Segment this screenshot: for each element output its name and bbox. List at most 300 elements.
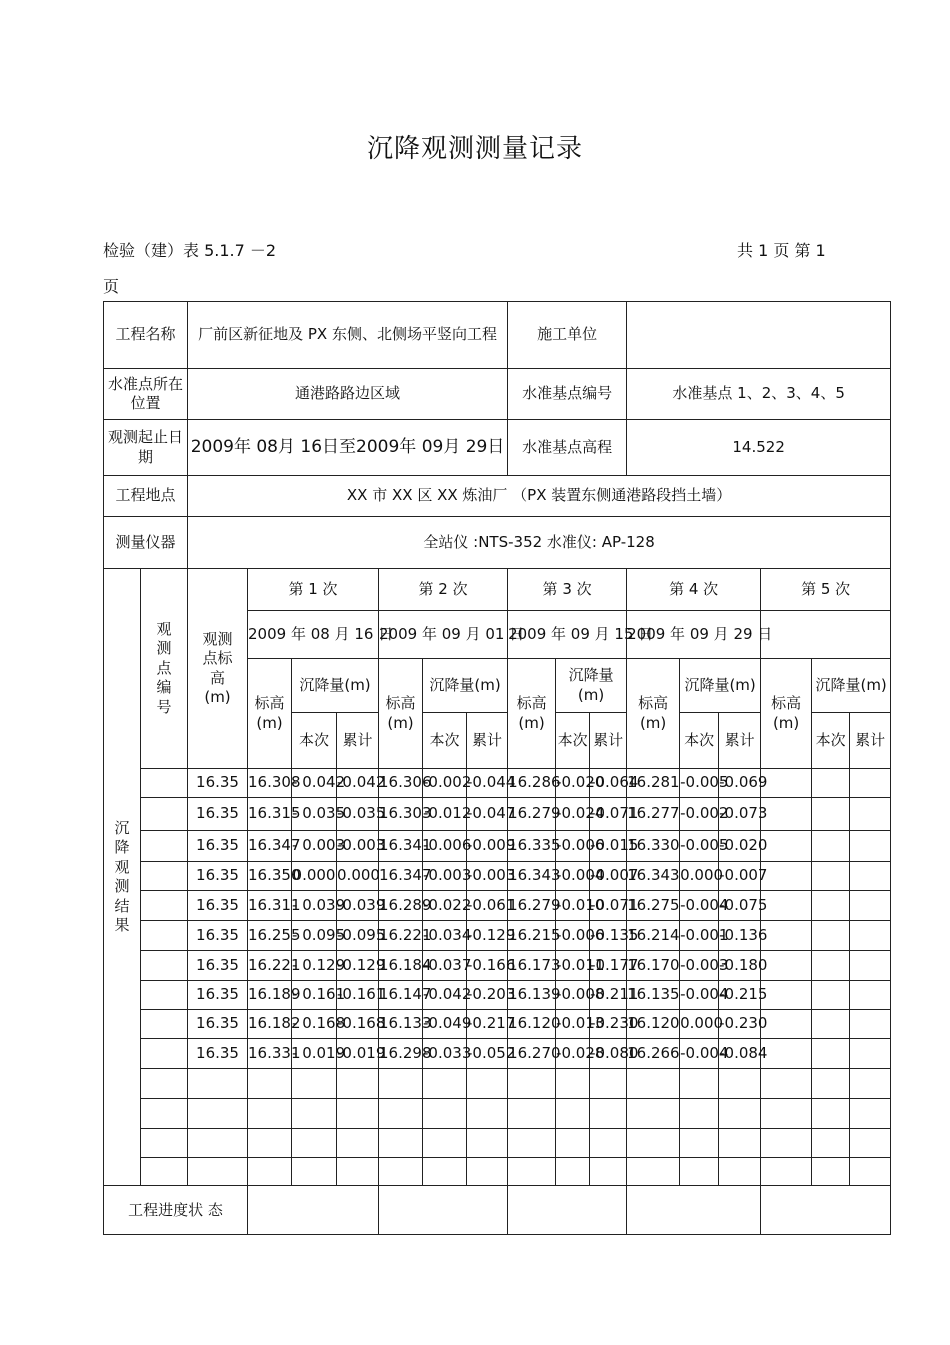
data-cell [850, 1039, 891, 1069]
data-cell [141, 1158, 188, 1186]
data-cell [379, 1158, 423, 1186]
data-cell: 16.266 [627, 1039, 680, 1069]
table-row [104, 1099, 891, 1129]
data-cell: 16.270 [508, 1039, 556, 1069]
data-cell: 16.286 [508, 769, 556, 798]
data-cell: 16.35 [188, 831, 248, 862]
data-cell [680, 1099, 719, 1129]
project-name-label: 工程名称 [104, 302, 188, 369]
data-cell: 16.279 [508, 891, 556, 921]
data-cell: 16.279 [508, 798, 556, 831]
data-cell: 16.330 [627, 831, 680, 862]
elev-label: 标高(m) [508, 659, 556, 769]
bm-no-label: 水准基点编号 [508, 369, 627, 420]
data-cell: -0.180 [719, 951, 761, 981]
data-cell: 16.350 [248, 862, 292, 891]
data-cell: -0.084 [719, 1039, 761, 1069]
data-cell [292, 1158, 337, 1186]
data-cell: -0.004 [680, 891, 719, 921]
data-cell: -0.008 [556, 981, 590, 1010]
data-cell [850, 1010, 891, 1039]
this-label: 本次 [680, 713, 719, 769]
data-cell: -0.049 [423, 1010, 467, 1039]
data-cell: 16.189 [248, 981, 292, 1010]
data-cell [761, 831, 812, 862]
data-cell: 16.182 [248, 1010, 292, 1039]
page-title: 沉降观测测量记录 [366, 134, 583, 164]
data-cell [680, 1069, 719, 1099]
data-cell [141, 891, 188, 921]
data-cell: 16.147 [379, 981, 423, 1010]
data-cell [719, 1099, 761, 1129]
data-cell [379, 1069, 423, 1099]
info-section [104, 302, 891, 569]
data-cell [812, 1039, 850, 1069]
data-cell: 16.35 [188, 769, 248, 798]
builder-value [627, 302, 891, 369]
data-cell: -0.064 [590, 769, 627, 798]
data-cell [761, 862, 812, 891]
data-cell: 16.120 [508, 1010, 556, 1039]
data-cell [761, 1099, 812, 1129]
data-cell: 16.303 [379, 798, 423, 831]
data-cell: 16.277 [627, 798, 680, 831]
data-cell [292, 1129, 337, 1158]
data-cell: -0.177 [590, 951, 627, 981]
progress-label: 工程进度状 态 [104, 1186, 248, 1235]
data-cell: 16.139 [508, 981, 556, 1010]
cum-label: 累计 [467, 713, 508, 769]
data-cell: -0.005 [680, 831, 719, 862]
data-cell: -0.007 [719, 862, 761, 891]
data-cell [141, 1129, 188, 1158]
data-cell [850, 1129, 891, 1158]
data-cell [812, 891, 850, 921]
data-cell: -0.004 [680, 981, 719, 1010]
data-cell: -0.020 [719, 831, 761, 862]
round-date: 2009 年 09 月 15 日 [508, 611, 627, 659]
data-cell: -0.015 [590, 831, 627, 862]
data-cell [248, 1099, 292, 1129]
data-cell: 16.343 [508, 862, 556, 891]
instrument-label: 测量仪器 [104, 517, 188, 569]
data-cell [141, 1099, 188, 1129]
elev-label: 标高(m) [379, 659, 423, 769]
data-cell: -0.024 [556, 798, 590, 831]
data-cell: 16.170 [627, 951, 680, 981]
cum-label: 累计 [850, 713, 891, 769]
data-cell: 0.000 [680, 1010, 719, 1039]
this-label: 本次 [812, 713, 850, 769]
data-cell: 16.289 [379, 891, 423, 921]
data-cell [761, 951, 812, 981]
settle-label: 沉降量(m) [680, 659, 761, 713]
data-cell [141, 769, 188, 798]
data-cell [556, 1099, 590, 1129]
this-label: 本次 [423, 713, 467, 769]
data-cell: 16.335 [508, 831, 556, 862]
data-cell: 16.120 [627, 1010, 680, 1039]
data-cell [141, 831, 188, 862]
data-cell [248, 1069, 292, 1099]
data-cell: 16.35 [188, 862, 248, 891]
data-cell: -0.136 [719, 921, 761, 951]
data-cell: 16.311 [248, 891, 292, 921]
data-cell [141, 921, 188, 951]
data-cell [337, 1158, 379, 1186]
data-cell [627, 1099, 680, 1129]
data-cell: -0.003 [680, 951, 719, 981]
data-cell: - 0.039 [292, 891, 337, 921]
data-cell: -0.095 [337, 921, 379, 951]
data-cell: -0.080 [590, 1039, 627, 1069]
progress-value [379, 1186, 508, 1235]
site-label: 工程地点 [104, 476, 188, 517]
data-cell [188, 1158, 248, 1186]
data-cell: 16.35 [188, 1039, 248, 1069]
data-cell: 16.343 [627, 862, 680, 891]
data-cell [761, 1039, 812, 1069]
data-cell: -0.203 [467, 981, 508, 1010]
data-cell [761, 1158, 812, 1186]
settle-label: 沉降量(m) [812, 659, 891, 713]
round-label: 第 3 次 [508, 569, 627, 611]
data-cell [812, 951, 850, 981]
data-cell: - 0.161 [292, 981, 337, 1010]
data-cell [812, 921, 850, 951]
data-cell: -0.028 [556, 1039, 590, 1069]
data-cell [850, 1158, 891, 1186]
mark-elev-label: 观测点标高(m) [188, 569, 248, 769]
point-no-label: 观测点编号 [141, 569, 188, 769]
table-row [104, 981, 891, 1010]
data-cell [508, 1129, 556, 1158]
cum-label: 累计 [719, 713, 761, 769]
data-cell [379, 1099, 423, 1129]
table-row [104, 1069, 891, 1099]
data-cell [812, 1069, 850, 1099]
data-cell [850, 921, 891, 951]
data-cell [423, 1129, 467, 1158]
data-cell [141, 1069, 188, 1099]
data-cell: -0.217 [467, 1010, 508, 1039]
bm-no-value: 水准基点 1、2、3、4、5 [627, 369, 891, 420]
cum-label: 累计 [337, 713, 379, 769]
data-cell: 16.308 [248, 769, 292, 798]
this-label: 本次 [292, 713, 337, 769]
data-cell: - 0.042 [292, 769, 337, 798]
data-cell [680, 1129, 719, 1158]
data-cell [812, 1158, 850, 1186]
round-label: 第 2 次 [379, 569, 508, 611]
table-row [104, 1039, 891, 1069]
page-count-tail: 页 [103, 277, 120, 296]
data-cell: 16.347 [248, 831, 292, 862]
data-cell: -0.003 [423, 862, 467, 891]
data-cell: -0.037 [423, 951, 467, 981]
data-cell [590, 1099, 627, 1129]
elev-label: 标高(m) [627, 659, 680, 769]
data-cell [508, 1099, 556, 1129]
round-header-row [104, 569, 891, 611]
progress-section [104, 1186, 891, 1235]
progress-value [248, 1186, 379, 1235]
round-label: 第 4 次 [627, 569, 761, 611]
data-cell [292, 1069, 337, 1099]
data-cell: - 0.095 [292, 921, 337, 951]
data-cell [141, 1039, 188, 1069]
data-cell [680, 1158, 719, 1186]
data-cell: - 0.168 [292, 1010, 337, 1039]
data-cell: 16.35 [188, 798, 248, 831]
data-cell [627, 1158, 680, 1186]
progress-value [508, 1186, 627, 1235]
round-date: 2009 年 09 月 01 日 [379, 611, 508, 659]
data-cell [141, 798, 188, 831]
settle-label: 沉降量(m) [423, 659, 508, 713]
round-date [761, 611, 891, 659]
data-cell [590, 1069, 627, 1099]
data-cell: -0.211 [590, 981, 627, 1010]
data-cell [141, 1010, 188, 1039]
data-cell: 16.35 [188, 921, 248, 951]
data-cell: 16.281 [627, 769, 680, 798]
data-cell: 16.133 [379, 1010, 423, 1039]
data-cell: -0.013 [556, 1010, 590, 1039]
this-label: 本次 [556, 713, 590, 769]
data-cell: -0.161 [337, 981, 379, 1010]
data-cell [556, 1129, 590, 1158]
data-cell: -0.230 [719, 1010, 761, 1039]
data-cell: 16.298 [379, 1039, 423, 1069]
data-cell [423, 1099, 467, 1129]
data-cell [812, 769, 850, 798]
cum-label: 累计 [590, 713, 627, 769]
data-cell: -0.004 [556, 862, 590, 891]
data-cell [508, 1069, 556, 1099]
data-cell: -0.005 [680, 769, 719, 798]
settlement-grid [104, 569, 891, 1186]
data-cell: -0.168 [337, 1010, 379, 1039]
bm-elev-value: 14.522 [627, 420, 891, 476]
data-cell: -0.003 [337, 831, 379, 862]
data-cell: -0.129 [467, 921, 508, 951]
data-cell [719, 1158, 761, 1186]
data-cell [292, 1099, 337, 1129]
data-cell: -0.033 [423, 1039, 467, 1069]
data-cell [188, 1129, 248, 1158]
project-name-value: 厂前区新征地及 PX 东侧、北侧场平竖向工程 [188, 302, 508, 369]
data-cell [850, 1099, 891, 1129]
data-cell: - 0.019 [292, 1039, 337, 1069]
data-cell: 16.35 [188, 1010, 248, 1039]
round-date: 2009 年 08 月 16 日 [248, 611, 379, 659]
data-cell: -0.006 [556, 921, 590, 951]
data-cell: 16.215 [508, 921, 556, 951]
settle-label: 沉降量(m) [292, 659, 379, 713]
table-row [104, 798, 891, 831]
data-cell [761, 891, 812, 921]
bm-location-value: 通港路路边区域 [188, 369, 508, 420]
data-cell: 0.000 [292, 862, 337, 891]
data-cell [141, 981, 188, 1010]
progress-row [104, 1186, 891, 1235]
data-cell [812, 798, 850, 831]
data-cell: 16.135 [627, 981, 680, 1010]
data-cell [812, 831, 850, 862]
data-cell [850, 981, 891, 1010]
data-cell: 16.184 [379, 951, 423, 981]
elev-label: 标高(m) [248, 659, 292, 769]
data-cell: 16.214 [627, 921, 680, 951]
data-cell: -0.215 [719, 981, 761, 1010]
data-cell [141, 951, 188, 981]
data-cell [248, 1158, 292, 1186]
progress-value [627, 1186, 761, 1235]
data-cell [850, 951, 891, 981]
period-value: 2009年 08月 16日至2009年 09月 29日 [188, 420, 508, 476]
data-cell [719, 1129, 761, 1158]
data-cell: -0.007 [590, 862, 627, 891]
data-cell: -0.019 [337, 1039, 379, 1069]
data-cell: -0.135 [590, 921, 627, 951]
data-cell [761, 1129, 812, 1158]
round-date: 2009 年 09 月 29 日 [627, 611, 761, 659]
data-cell [627, 1129, 680, 1158]
data-cell: -0.042 [337, 769, 379, 798]
data-cell: 16.275 [627, 891, 680, 921]
table-row [104, 891, 891, 921]
data-cell [761, 981, 812, 1010]
data-cell: 16.221 [248, 951, 292, 981]
data-cell: -0.003 [467, 862, 508, 891]
table-row [104, 831, 891, 862]
record-table [103, 301, 891, 1235]
data-cell: -0.230 [590, 1010, 627, 1039]
data-cell: -0.039 [337, 891, 379, 921]
page-count: 共 1 页 第 1 [737, 241, 826, 260]
data-cell: -0.042 [423, 981, 467, 1010]
data-cell: 16.35 [188, 891, 248, 921]
data-cell: -0.004 [680, 1039, 719, 1069]
data-cell [812, 1099, 850, 1129]
data-cell: -0.011 [556, 951, 590, 981]
data-cell [850, 1069, 891, 1099]
data-cell [850, 798, 891, 831]
data-cell [761, 769, 812, 798]
data-cell [337, 1069, 379, 1099]
data-cell: -0.035 [337, 798, 379, 831]
table-row [104, 921, 891, 951]
data-cell [812, 862, 850, 891]
table-row [104, 862, 891, 891]
builder-label: 施工单位 [508, 302, 627, 369]
data-cell [467, 1129, 508, 1158]
data-cell: -0.069 [719, 769, 761, 798]
data-cell [812, 1129, 850, 1158]
data-cell [337, 1129, 379, 1158]
period-label: 观测起止日 期 [104, 420, 188, 476]
site-value: XX 市 XX 区 XX 炼油厂 （PX 装置东侧通港路段挡土墙） [188, 476, 891, 517]
data-cell: -0.073 [719, 798, 761, 831]
data-cell: -0.020 [556, 769, 590, 798]
data-cell [467, 1158, 508, 1186]
data-cell: -0.006 [423, 831, 467, 862]
data-cell: -0.006 [556, 831, 590, 862]
progress-value [761, 1186, 891, 1235]
data-cell: -0.034 [423, 921, 467, 951]
data-cell: -0.009 [467, 831, 508, 862]
bm-elev-label: 水准基点高程 [508, 420, 627, 476]
round-label: 第 1 次 [248, 569, 379, 611]
data-cell [141, 862, 188, 891]
data-cell [423, 1158, 467, 1186]
data-cell: 16.173 [508, 951, 556, 981]
data-cell [761, 1010, 812, 1039]
data-cell: -0.001 [680, 921, 719, 951]
data-cell: 16.347 [379, 862, 423, 891]
data-cell [467, 1069, 508, 1099]
data-cell [590, 1129, 627, 1158]
data-cell: 16.221 [379, 921, 423, 951]
settle-label: 沉降量(m) [556, 659, 627, 713]
data-cell [467, 1099, 508, 1129]
data-cell: 16.35 [188, 951, 248, 981]
data-cell [248, 1129, 292, 1158]
data-cell [850, 891, 891, 921]
data-cell: 16.341 [379, 831, 423, 862]
data-cell: -0.002 [423, 769, 467, 798]
data-cell [719, 1069, 761, 1099]
data-cell [850, 862, 891, 891]
data-cell [188, 1069, 248, 1099]
instrument-value: 全站仪 :NTS-352 水准仪: AP-128 [188, 517, 891, 569]
data-cell: -0.061 [467, 891, 508, 921]
data-cell [337, 1099, 379, 1129]
data-cell: 16.306 [379, 769, 423, 798]
data-cell: -0.012 [423, 798, 467, 831]
data-cell [850, 769, 891, 798]
data-cell: - 0.003 [292, 831, 337, 862]
data-cell: 0.000 [337, 862, 379, 891]
section-label: 沉降观测结果 [104, 569, 141, 1186]
data-cell: 0.000 [680, 862, 719, 891]
data-cell: 16.331 [248, 1039, 292, 1069]
data-cell [812, 1010, 850, 1039]
data-cell [590, 1158, 627, 1186]
data-cell: - 0.129 [292, 951, 337, 981]
data-cell [423, 1069, 467, 1099]
data-cell: -0.075 [719, 891, 761, 921]
data-cell: -0.129 [337, 951, 379, 981]
data-cell [508, 1158, 556, 1186]
data-cell [556, 1069, 590, 1099]
data-cell: -0.071 [590, 891, 627, 921]
data-cell [627, 1069, 680, 1099]
data-cell [761, 1069, 812, 1099]
data-cell: 16.315 [248, 798, 292, 831]
table-row [104, 769, 891, 798]
data-cell [850, 831, 891, 862]
table-row [104, 1129, 891, 1158]
data-cell: - 0.035 [292, 798, 337, 831]
round-label: 第 5 次 [761, 569, 891, 611]
data-cell: -0.002 [680, 798, 719, 831]
data-cell: -0.052 [467, 1039, 508, 1069]
data-cell [188, 1099, 248, 1129]
table-row [104, 1158, 891, 1186]
data-cell: -0.044 [467, 769, 508, 798]
